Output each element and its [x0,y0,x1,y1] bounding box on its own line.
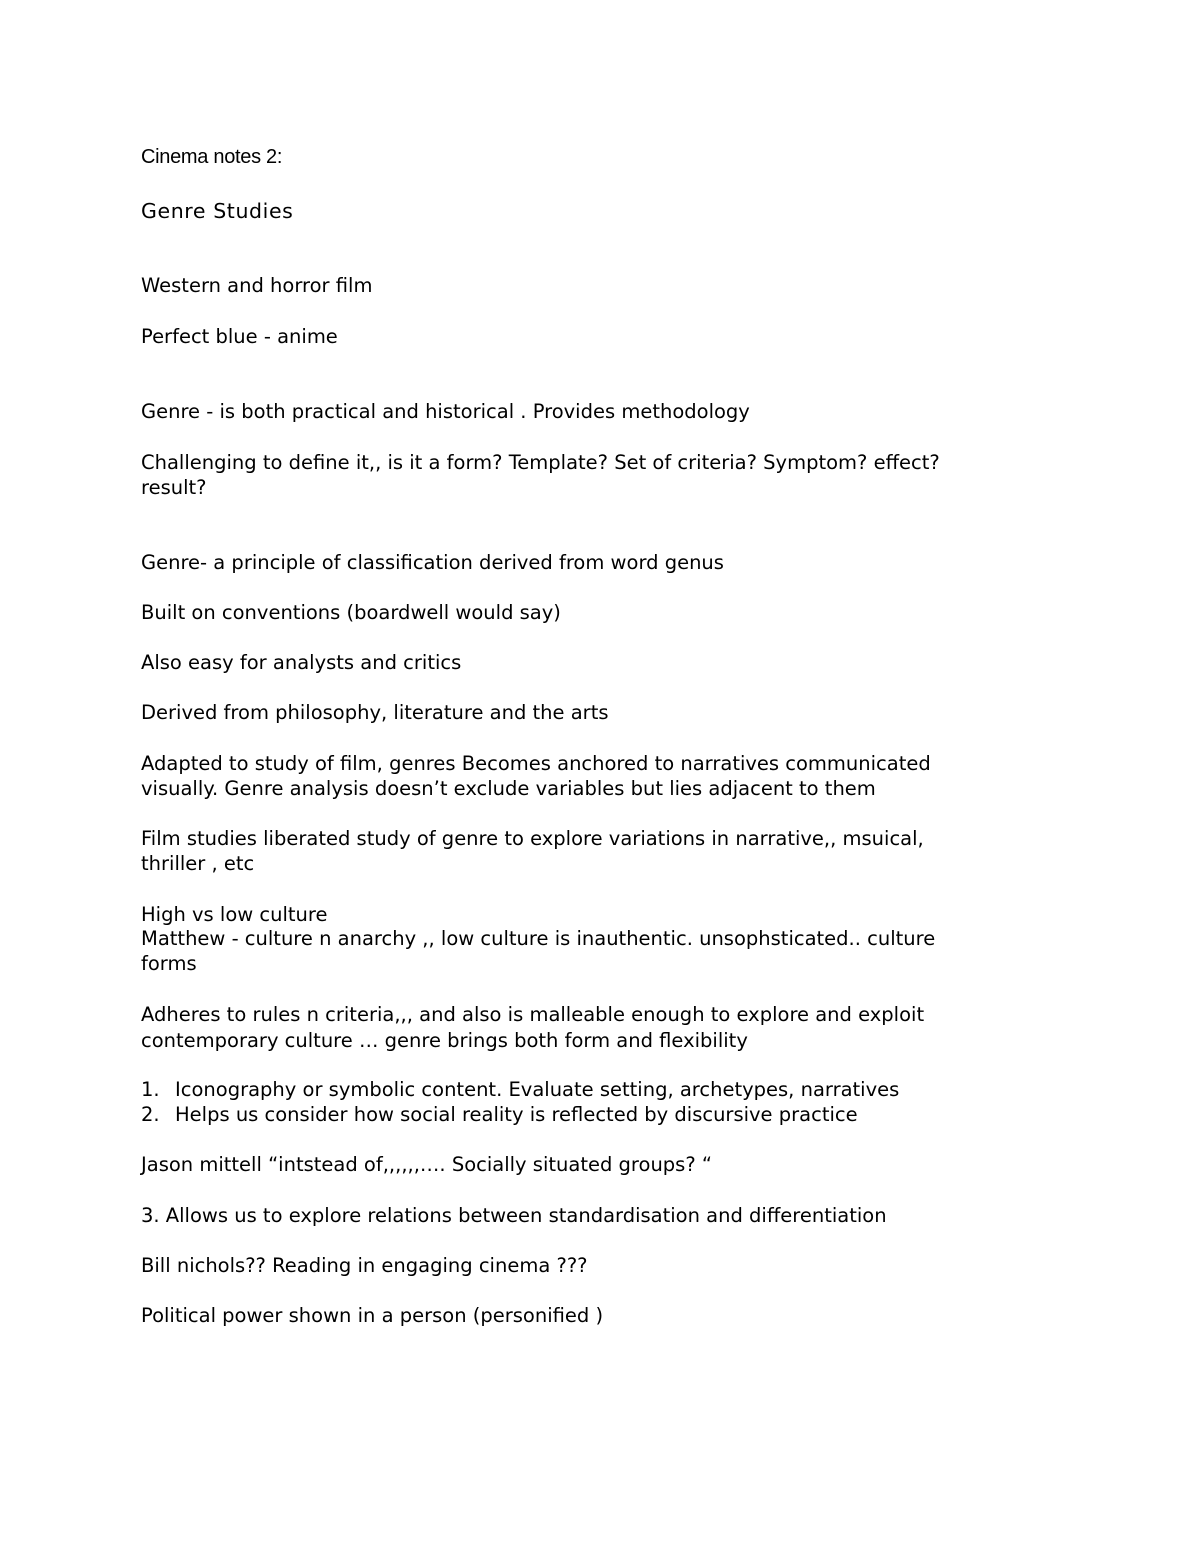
list-item [141,1102,858,1127]
text-line: Jason mittell “intstead of,,,,,,…. Socially situated groups? “ [141,1153,712,1176]
text-line: Built on conventions (boardwell would say) [141,601,561,624]
text-line: Also easy for analysts and critics [141,651,462,674]
text-line: Matthew - culture n anarchy ,, low culture is inauthentic. unsophsticated.. culture [141,927,936,950]
text-line: Challenging to define it,, is it a form? Template? Set of criteria? Symptom? effect? [141,451,940,474]
list-item-number: 1. [141,1078,160,1101]
text-line: contemporary culture … genre brings both form and flexibility [141,1029,748,1052]
text-line: 3. Allows us to explore relations between standardisation and differentiation [141,1204,887,1227]
text-line: High vs low culture [141,903,328,926]
text-line: Western and horror film [141,274,373,297]
list-item-number: 2. [141,1103,160,1126]
text-line: Bill nichols?? Reading in engaging cinema ??? [141,1254,588,1277]
text-line: thriller , etc [141,852,255,875]
list-item-text: Iconography or symbolic content. Evaluate setting, archetypes, narratives [175,1078,900,1101]
text-line: Genre- a principle of classification derived from word genus [141,551,724,574]
text-line: visually. Genre analysis doesn’t exclude variables but lies adjacent to them [141,777,876,800]
page-title: Cinema notes 2: [141,146,283,168]
list-item-text: Helps us consider how social reality is reflected by discursive practice [175,1103,858,1126]
text-line: Genre - is both practical and historical . Provides methodology [141,400,750,423]
text-line: forms [141,952,197,975]
text-line: result? [141,476,207,499]
text-line: Adapted to study of film, genres Becomes anchored to narratives communicated [141,752,931,775]
text-line: Adheres to rules n criteria,,, and also is malleable enough to explore and exploit [141,1003,925,1026]
text-line: Political power shown in a person (personified ) [141,1304,604,1327]
section-heading: Genre Studies [141,199,294,223]
text-line: Film studies liberated study of genre to explore variations in narrative,, msuical, [141,827,924,850]
text-line: Derived from philosophy, literature and the arts [141,701,609,724]
text-line: Perfect blue - anime [141,325,338,348]
list-item [141,1077,899,1102]
